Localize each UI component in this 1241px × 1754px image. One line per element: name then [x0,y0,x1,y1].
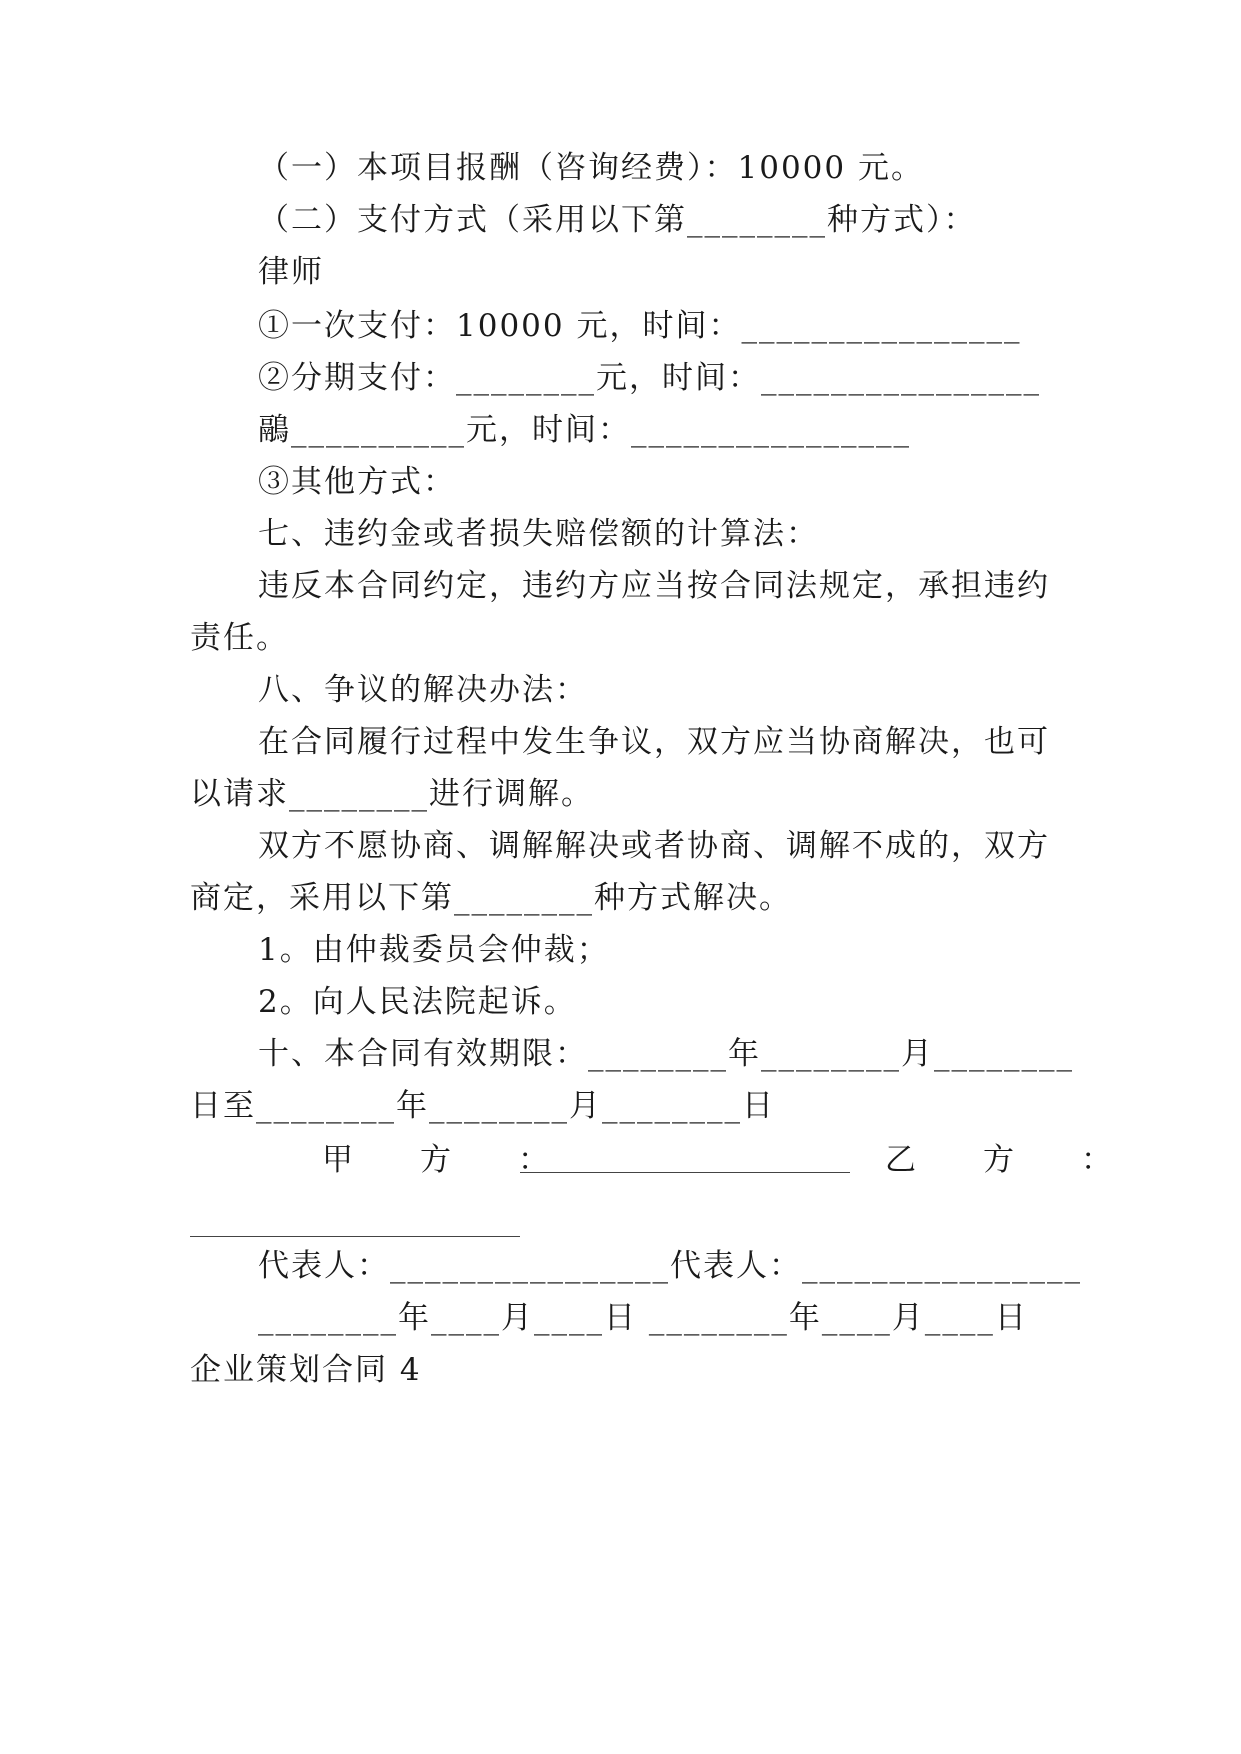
paragraph-lawyer: 律师 [258,254,324,290]
paragraph-dispute-choice-cont: 商定，采用以下第________种方式解决。 [190,880,792,916]
paragraph-other-method: ③其他方式： [258,464,456,500]
paragraph-penalty-body-cont: 责任。 [190,620,289,656]
paragraph-installment-payment: ②分期支付：________元，时间：________________ [258,360,1041,396]
party-b-signature-line [190,1236,520,1237]
representative-line: 代表人：________________代表人：________________ [258,1248,1082,1284]
paragraph-dispute-choice: 双方不愿协商、调解解决或者协商、调解不成的，双方 [258,828,1050,864]
paragraph-installment-second: 鷊__________元，时间：________________ [258,412,911,448]
paragraph-validity-period-cont: 日至________年________月________日 [190,1088,775,1124]
paragraph-payment-method: （二）支付方式（采用以下第________种方式）： [258,202,977,238]
paragraph-dispute-body: 在合同履行过程中发生争议，双方应当协商解决，也可 [258,724,1050,760]
signing-date-line: ________年____月____日 ________年____月____日 [258,1300,1028,1336]
party-a-label: 甲 方 ： [322,1142,567,1178]
list-item-arbitration: 1。由仲裁委员会仲裁； [258,932,610,968]
party-b-label: 乙 方 ： [885,1142,1130,1178]
heading-dispute: 八、争议的解决办法： [258,672,588,708]
list-item-court: 2。向人民法院起诉。 [258,984,577,1020]
party-a-signature-line [520,1172,850,1173]
paragraph-one-time-payment: ①一次支付：10000 元，时间：________________ [258,308,1022,344]
next-contract-title: 企业策划合同 4 [190,1352,422,1388]
paragraph-dispute-body-cont: 以请求________进行调解。 [190,776,594,812]
paragraph-remuneration: （一）本项目报酬（咨询经费）：10000 元。 [258,150,924,186]
heading-validity-period: 十、本合同有效期限：________年________月________ [258,1036,1074,1072]
heading-penalty: 七、违约金或者损失赔偿额的计算法： [258,516,819,552]
paragraph-penalty-body: 违反本合同约定，违约方应当按合同法规定，承担违约 [258,568,1050,604]
